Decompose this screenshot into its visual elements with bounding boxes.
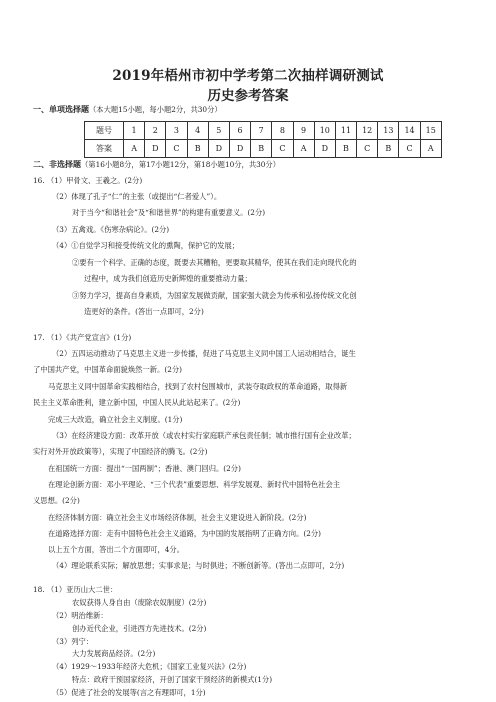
part1-heading-row xyxy=(33,104,222,115)
answer-line: 完成三大改造，确立社会主义制度。(1分) xyxy=(48,415,183,424)
answer-line: （3）列宁： xyxy=(52,636,94,646)
answer-cell: C xyxy=(166,140,187,158)
answer-line: （2）五四运动推动了马克思主义进一步传播，促进了马克思主义同中国工人运动相结合，诞生 xyxy=(52,349,356,358)
question-number: 10 xyxy=(314,122,335,140)
answer-line: （2）体现了孔子“仁”的主张（或提出“仁者爱人”）。 xyxy=(52,192,222,201)
answer-line: 在理论创新方面：邓小平理论、“三个代表”重要思想、科学发展观、新时代中国特色社会主 xyxy=(48,480,341,489)
part1-heading: 一、单项选择题 xyxy=(33,104,89,114)
answer-cell: B xyxy=(335,140,356,158)
answer-line: 16. （1）甲骨文、王羲之。(2分) xyxy=(33,176,143,185)
answer-cell: D xyxy=(314,140,335,158)
row-label-answer: 答案 xyxy=(85,140,124,158)
part2-heading: 二、非选择题 xyxy=(33,159,81,169)
answer-line: 造更好的条件。(答出一点即可，2分) xyxy=(84,307,204,316)
answer-line: 18. （1）亚历山大二世： xyxy=(33,585,118,594)
answer-line: 农奴获得人身自由（废除农奴制度）(2分) xyxy=(72,597,207,607)
answer-line: （2）明治维新： xyxy=(52,610,108,620)
question-number: 4 xyxy=(187,122,208,140)
answer-line: 实行对外开放政策等），实现了中国经济的腾飞。(2分) xyxy=(33,447,208,456)
part1-note: （本大题15小题，每小题2分，共30分） xyxy=(89,105,222,114)
answer-line: 17. （1）《共产党宣言》(1分) xyxy=(33,333,132,342)
row-label-number: 题号 xyxy=(85,122,124,140)
answer-line: 以上五个方面，答出二个方面即可，4分。 xyxy=(48,545,184,554)
answer-line: 大力发展商品经济。(2分) xyxy=(72,649,156,659)
answer-line: 创办近代企业，引进西方先进技术。(2分) xyxy=(72,623,207,633)
answer-cell: C xyxy=(357,140,378,158)
question-number: 6 xyxy=(229,122,250,140)
answer-cell: B xyxy=(251,140,272,158)
answer-cell: C xyxy=(272,140,293,158)
answer-line: 过程中，成为我们创造历史新辉煌的重要推动力量； xyxy=(84,274,252,283)
answer-line: （4）理论联系实际；解放思想；实事求是；与时俱进；不断创新等。(答出二点即可，2分) xyxy=(52,561,345,570)
answer-line: ②要有一个科学、正确的态度，既要去其糟粕，更要取其精华，使其在我们走向现代化的 xyxy=(72,258,357,267)
question-number: 9 xyxy=(293,122,314,140)
answer-line: 马克思主义同中国革命实践相结合，找到了农村包围城市，武装夺取政权的革命道路，取得新 xyxy=(48,382,348,391)
answer-line: （3）五禽戏。《伤寒杂病论》。(2分) xyxy=(52,225,170,234)
answer-cell: A xyxy=(124,140,145,158)
answer-line: 在道路选择方面：走有中国特色社会主义道路，为中国的发展指明了正确方向。(2分) xyxy=(48,529,322,538)
answer-cell: B xyxy=(187,140,208,158)
answer-table xyxy=(84,121,442,158)
answer-row xyxy=(85,140,442,158)
answer-line: （5）促进了社会的发展等(言之有理即可，1分) xyxy=(52,688,206,697)
answer-line: 义思想。(2分) xyxy=(33,496,80,505)
answer-cell: C xyxy=(399,140,420,158)
question-number: 2 xyxy=(145,122,166,140)
answer-line: 在经济体制方面：确立社会主义市场经济体制，社会主义建设进入新阶段。(2分) xyxy=(48,513,307,522)
answer-line: （4）1929～1933年经济大危机；《国家工业复兴法》(2分) xyxy=(52,662,247,672)
question-number: 5 xyxy=(208,122,229,140)
question-number: 7 xyxy=(251,122,272,140)
question-number-row xyxy=(85,122,442,140)
question-number: 1 xyxy=(124,122,145,140)
question-number: 14 xyxy=(399,122,420,140)
answer-cell: A xyxy=(293,140,314,158)
answer-line: ③努力学习，提高自身素质，为国家发展做贡献，国家强大就会为传承和弘扬传统文化创 xyxy=(72,291,357,300)
question-number: 13 xyxy=(378,122,399,140)
answer-line: 对于当今“和谐社会”及“和谐世界”的构建有重要意义。(2分) xyxy=(72,208,266,217)
answer-cell: D xyxy=(229,140,250,158)
answer-cell: A xyxy=(420,140,441,158)
answer-line: 在祖国统一方面：提出“一国两制”；香港、澳门回归。(2分) xyxy=(48,464,241,473)
answer-line: 特点：政府干预国家经济，开创了国家干预经济的新模式(1分) xyxy=(72,675,273,685)
answer-line: （4）①自觉学习和接受传统文化的熏陶，保护它的发展； xyxy=(52,241,240,250)
answer-line: 了中国共产党，中国革命面貌焕然一新。(2分) xyxy=(33,365,182,374)
document-title: 2019年梧州市初中学考第二次抽样调研测试 xyxy=(112,68,384,84)
part2-heading-row xyxy=(33,159,280,170)
answer-cell: D xyxy=(208,140,229,158)
answer-line: 民主主义革命胜利，建立新中国，中国人民从此站起来了。(2分) xyxy=(33,398,241,407)
question-number: 3 xyxy=(166,122,187,140)
question-number: 8 xyxy=(272,122,293,140)
question-number: 11 xyxy=(335,122,356,140)
answer-cell: B xyxy=(378,140,399,158)
part2-note: （第16小题8分，第17小题12分，第18小题10分，共30分） xyxy=(81,160,280,169)
answer-line: （3）在经济建设方面：改革开放（或农村实行家庭联产承包责任制；城市推行国有企业改革； xyxy=(52,431,356,440)
document-subtitle: 历史参考答案 xyxy=(207,88,289,104)
question-number: 15 xyxy=(420,122,441,140)
question-number: 12 xyxy=(357,122,378,140)
answer-cell: D xyxy=(145,140,166,158)
